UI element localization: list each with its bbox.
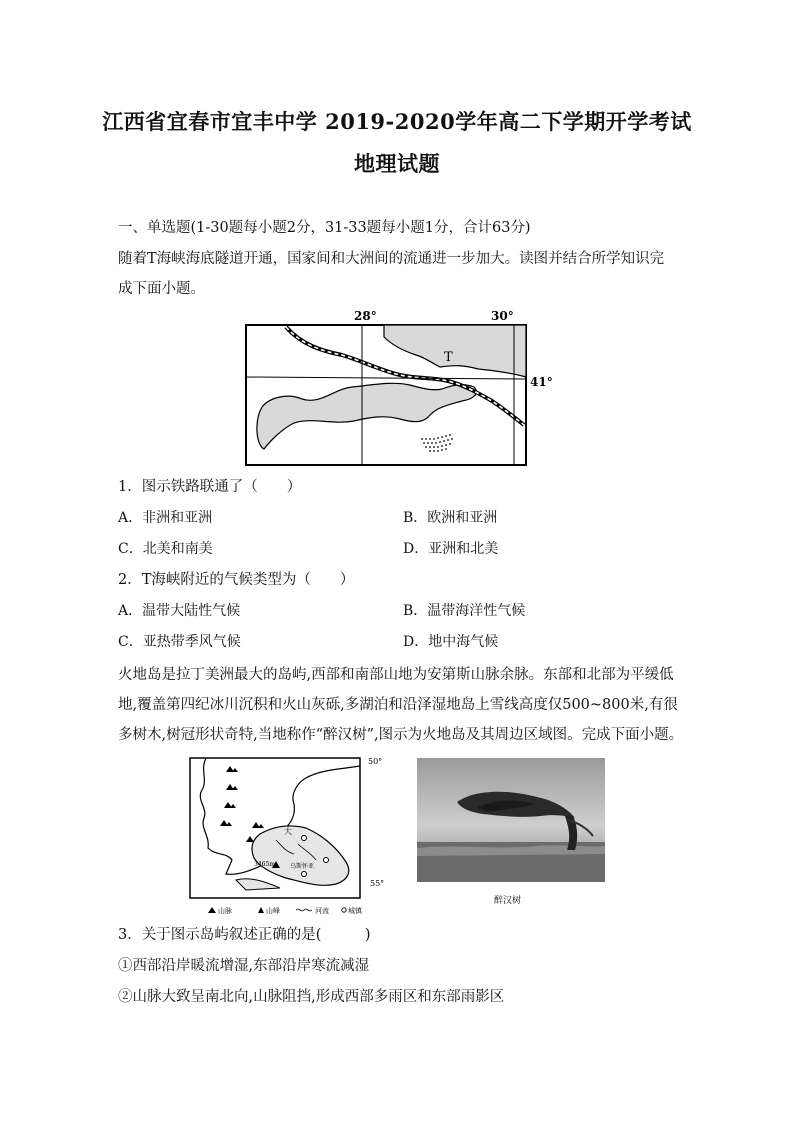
lat-label-41: 41°	[530, 375, 553, 389]
lon-label-28: 28°	[354, 309, 377, 323]
legend-town-icon	[342, 908, 346, 912]
lat-label-50: 50°	[368, 757, 383, 766]
page-title: 江西省宜春市宜丰中学 2019-2020学年高二下学期开学考试	[102, 109, 692, 134]
legend-river: 河流	[315, 907, 329, 915]
strait-map	[242, 305, 562, 470]
section-heading: 一、单选题(1-30题每小题2分，31-33题每小题1分，合计63分)	[118, 220, 531, 236]
legend-river-icon	[296, 909, 312, 911]
q1-option-c[interactable]: C．北美和南美	[118, 541, 213, 557]
island-label: 大	[284, 827, 292, 836]
page-subtitle: 地理试题	[354, 151, 440, 176]
island-map	[186, 756, 386, 918]
town-marker-3	[302, 872, 307, 877]
legend-mountain: 山脉	[218, 907, 232, 915]
legend-peak-icon	[258, 907, 264, 913]
q1-stem: 1．图示铁路联通了（ ）	[118, 479, 302, 495]
passage-tierra-del-fuego: 火地岛是拉丁美洲最大的岛屿,西部和南部山地为安第斯山脉余脉。东部和北部为平缓低地,覆盖第四纪冰川沉积和火山灰砾,多湖泊和沿泽湿地岛上雪线高度仅500~800米,有很多树木,树冠形状奇特,当地称作“醉汉树”,图示为火地岛及其周边区域图。完成下面小题。	[118, 667, 684, 743]
q2-option-b[interactable]: B．温带海洋性气候	[403, 603, 526, 619]
strait-label: T	[444, 350, 453, 365]
drunken-tree-photo	[417, 758, 605, 882]
legend-town: 城镇	[348, 907, 362, 915]
q2-option-c[interactable]: C．亚热带季风气候	[118, 634, 241, 650]
q1-option-a[interactable]: A．非洲和亚洲	[118, 510, 213, 526]
town-marker-2	[324, 858, 329, 863]
lat-label-55: 55°	[370, 879, 385, 888]
q3-stem: 3．关于图示岛屿叙述正确的是( )	[118, 927, 371, 943]
lon-label-30: 30°	[491, 309, 514, 323]
q3-statement-2: ②山脉大致呈南北向,山脉阻挡,形成西部多雨区和东部雨影区	[118, 989, 505, 1005]
legend-peak: 山峰	[266, 907, 280, 915]
map2-legend	[208, 906, 363, 915]
city-label: 乌斯怀亚	[290, 863, 315, 870]
q2-stem: 2．T海峡附近的气候类型为（ ）	[118, 572, 355, 588]
q2-option-d[interactable]: D．地中海气候	[403, 634, 499, 650]
q2-option-a[interactable]: A．温带大陆性气候	[118, 603, 241, 619]
legend-mountain-icon	[208, 907, 216, 913]
q1-option-b[interactable]: B．欧洲和亚洲	[403, 510, 498, 526]
photo-caption: 醉汉树	[494, 896, 522, 906]
peak-label: 3465m	[254, 861, 275, 868]
question-intro: 随着T海峡海底隧道开通，国家间和大洲间的流通进一步加大。读图并结合所学知识完成下面小题。	[118, 251, 665, 297]
q3-statement-1: ①西部沿岸暖流增湿,东部沿岸寒流减湿	[118, 958, 370, 974]
q1-option-d[interactable]: D．亚洲和北美	[403, 541, 499, 557]
town-marker-1	[302, 836, 307, 841]
